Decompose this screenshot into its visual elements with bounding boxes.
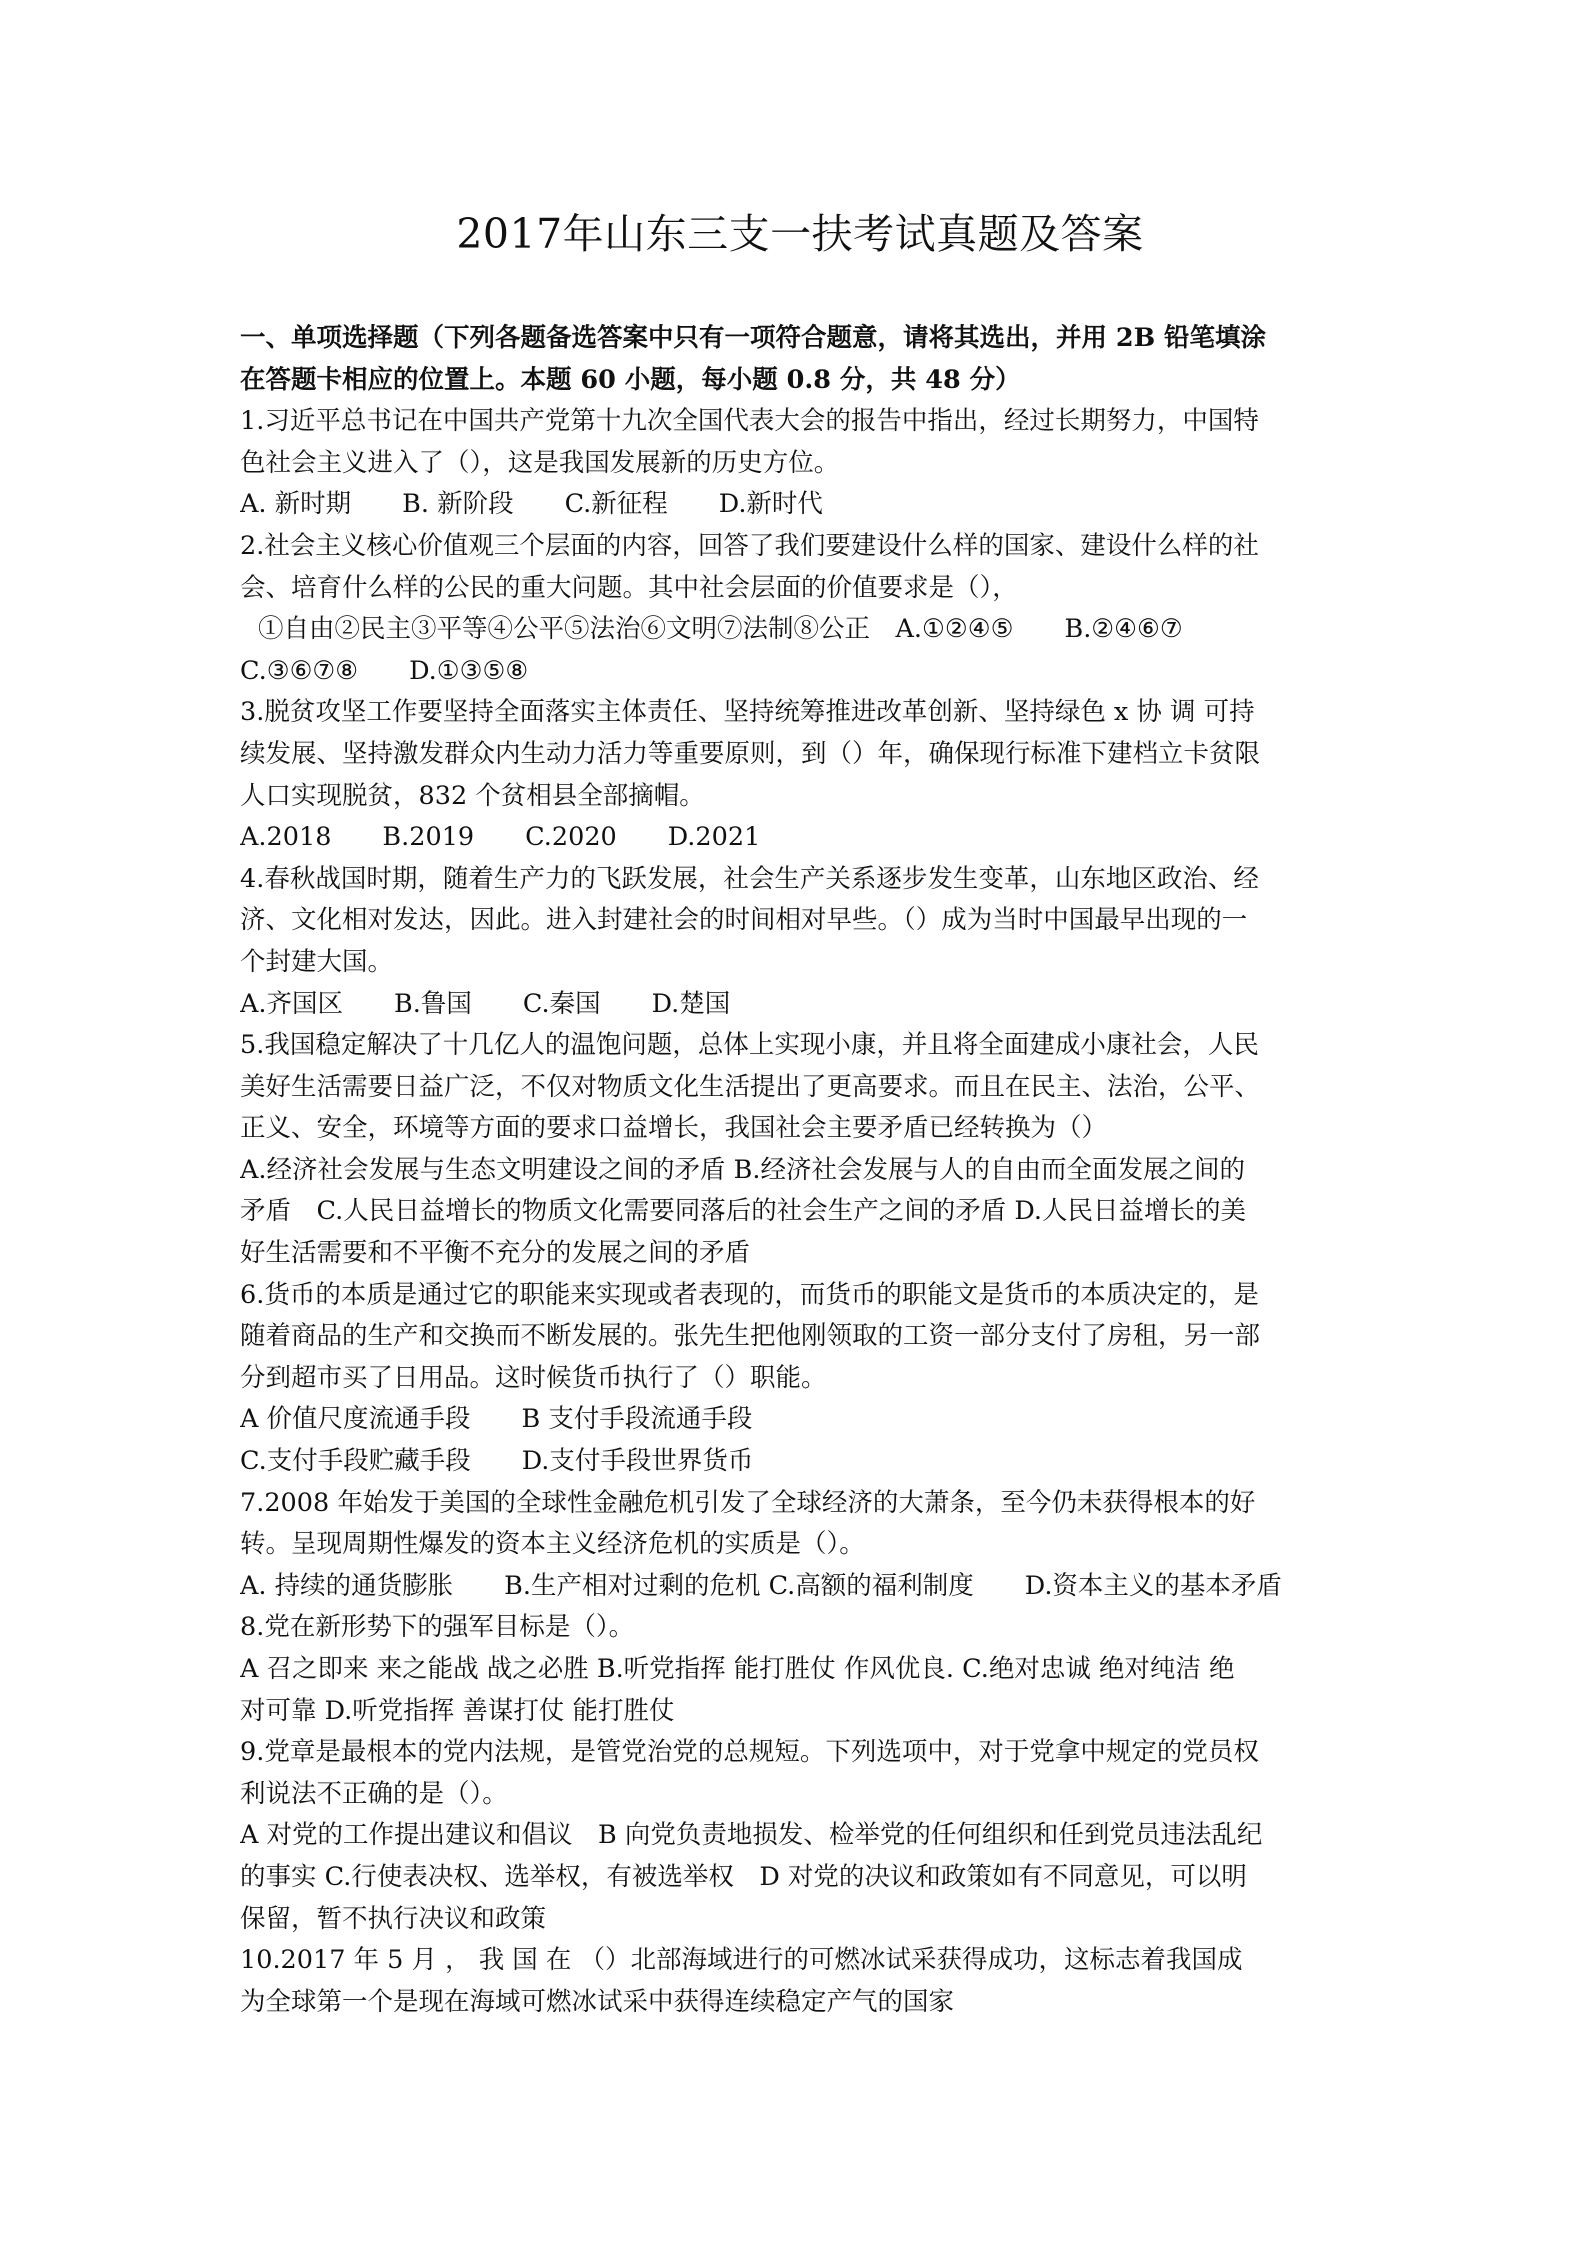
question-text-line: A.2018 B.2019 C.2020 D.2021 <box>240 822 761 853</box>
question-text-line: 5.我国稳定解决了十几亿人的温饱问题，总体上实现小康，并且将全面建成小康社会，人民 <box>240 1030 1259 1061</box>
question-text-line: 随着商品的生产和交换而不断发展的。张先生把他刚领取的工资一部分支付了房租，另一部 <box>240 1321 1261 1352</box>
question-text-line: 人口实现脱贫，832 个贫相县全部摘帽。 <box>240 780 705 811</box>
question-text-line: 10.2017 年 5 月 ， 我 国 在 （）北部海域进行的可燃冰试采获得成功，这标志着我国成 <box>240 1945 1243 1976</box>
question-text-line: 矛盾 C.人民日益增长的物质文化需要同落后的社会生产之间的矛盾 D.人民日益增长的美 <box>240 1196 1246 1227</box>
question-text-line: A 召之即来 来之能战 战之必胜 B.听党指挥 能打胜仗 作风优良. C.绝对忠诚 绝对纯洁 绝 <box>240 1654 1235 1684</box>
question-text-line: 保留，暂不执行决议和政策 <box>240 1903 547 1934</box>
document-body <box>240 318 1360 2023</box>
question-text-line: 2.社会主义核心价值观三个层面的内容，回答了我们要建设什么样的国家、建设什么样的社 <box>240 530 1259 561</box>
question-text-line: 个封建大国。 <box>240 946 394 977</box>
question-text-line: A 价值尺度流通手段 B 支付手段流通手段 <box>240 1404 753 1435</box>
question-text-line: A.齐国区 B.鲁国 C.秦国 D.楚国 <box>240 988 731 1019</box>
question-text-line: 济、文化相对发达，因此。进入封建社会的时间相对早些。（）成为当时中国最早出现的一 <box>240 905 1248 936</box>
question-text-line: 对可靠 D.听党指挥 善谋打仗 能打胜仗 <box>240 1695 675 1726</box>
question-text-line: 1.习近平总书记在中国共产党第十九次全国代表大会的报告中指出，经过长期努力，中国特 <box>240 406 1259 437</box>
question-text-line: 利说法不正确的是（）。 <box>240 1778 508 1809</box>
question-text-line: 9.党章是最根本的党内法规，是管党治党的总规短。下列选项中，对于党拿中规定的党员权 <box>240 1737 1259 1768</box>
question-text-line: 7.2008 年始发于美国的全球性金融危机引发了全球经济的大萧条，至今仍未获得根本的好 <box>240 1487 1256 1518</box>
question-text-line: 色社会主义进入了（），这是我国发展新的历史方位。 <box>240 447 840 478</box>
section-heading-line: 一、单项选择题（下列各题备选答案中只有一项符合题意，请将其选出，并用 2B 铅笔填涂 <box>240 323 1267 353</box>
question-text-line: A. 持续的通货膨胀 B.生产相对过剩的危机 C.高额的福利制度 D.资本主义的基本矛盾 <box>240 1570 1282 1601</box>
question-text-line: A. 新时期 B. 新阶段 C.新征程 D.新时代 <box>240 489 823 520</box>
section-heading-line: 在答题卡相应的位置上。本题 60 小题，每小题 0.8 分，共 48 分） <box>240 364 1021 395</box>
question-text-line: 4.春秋战国时期，随着生产力的飞跃发展，社会生产关系逐步发生变革，山东地区政治、经 <box>240 863 1259 894</box>
question-text-line: 正义、安全，环境等方面的要求口益增长，我国社会主要矛盾已经转换为（） <box>240 1113 1108 1144</box>
question-text-line: 的事实 C.行使表决权、选举权，有被选举权 D 对党的决议和政策如有不同意见，可以明 <box>240 1861 1247 1892</box>
question-text-line: 续发展、坚持激发群众内生动力活力等重要原则，到（）年，确保现行标准下建档立卡贫限 <box>240 738 1261 769</box>
question-text-line: ①自由②民主③平等④公平⑤法治⑥文明⑦法制⑧公正 A.①②④⑤ B.②④⑥⑦ <box>258 614 1183 645</box>
question-text-line: A.经济社会发展与生态文明建设之间的矛盾 B.经济社会发展与人的自由而全面发展之间的 <box>240 1154 1245 1185</box>
question-text-line: 8.党在新形势下的强军目标是（）。 <box>240 1612 635 1643</box>
question-text-line: A 对党的工作提出建议和倡议 B 向党负责地损发、检举党的任何组织和任到党员违法乱纪 <box>240 1820 1263 1851</box>
document-title: 2017年山东三支一扶考试真题及答案 <box>456 210 1144 258</box>
question-text-line: 6.货币的本质是通过它的职能来实现或者表现的，而货币的职能文是货币的本质决定的，是 <box>240 1279 1259 1310</box>
question-text-line: C.③⑥⑦⑧ D.①③⑤⑧ <box>240 655 529 686</box>
question-text-line: 为全球第一个是现在海域可燃冰试采中获得连续稳定产气的国家 <box>240 1986 955 2017</box>
question-text-line: 美好生活需要日益广泛，不仅对物质文化生活提出了更高要求。而且在民主、法治，公平、 <box>240 1071 1261 1102</box>
question-text-line: 分到超市买了日用品。这时候货币执行了（）职能。 <box>240 1362 827 1393</box>
question-text-line: 好生活需要和不平衡不充分的发展之间的矛盾 <box>240 1238 751 1269</box>
question-text-line: C.支付手段贮藏手段 D.支付手段世界货币 <box>240 1446 754 1477</box>
question-text-line: 3.脱贫攻坚工作要坚持全面落实主体责任、坚持统筹推进改革创新、坚持绿色 x 协 调 可持 <box>240 697 1255 728</box>
question-text-line: 会、培育什么样的公民的重大问题。其中社会层面的价值要求是（）， <box>240 572 1018 603</box>
question-text-line: 转。呈现周期性爆发的资本主义经济危机的实质是（）。 <box>240 1529 865 1560</box>
